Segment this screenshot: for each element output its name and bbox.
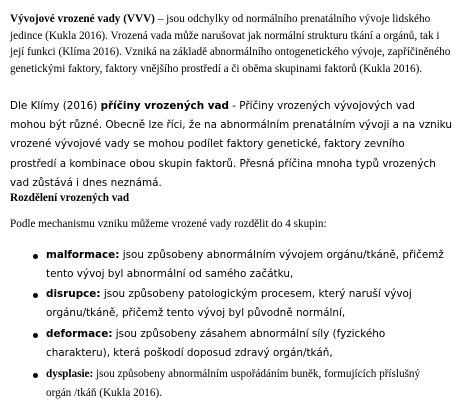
- list-item-term: dysplasie:: [46, 368, 94, 380]
- bullet-icon: [33, 293, 38, 298]
- list-item-text: jsou způsobeny abnormálním uspořádáním buněk, formujících příslušný orgán /tkáň (Kukla 2016).: [46, 368, 421, 400]
- list-item: [46, 365, 444, 404]
- list-item-text: jsou způsobeny abnormálním vývojem orgánu/tkáně, přičemž tento vývoj byl abnormální od samého začátku,: [46, 249, 444, 281]
- term-vvv: Vývojové vrozené vady (VVV): [10, 13, 155, 25]
- list-item-term: deformace:: [46, 328, 113, 340]
- causes-text: - Příčiny vrozených vývojových vad mohou být různé. Obecně lze říci, že na abnormálním prenatálním vývoji a na vzniku vrozené vývojové vady se mohou podílet faktory genetické, faktory zevního prostředí a kombinace obou skupin faktorů. Přesná příčina mnoha typů vrozených vad zůstává i dnes neznámá.: [10, 100, 452, 189]
- term-causes: příčiny vrozených vad: [100, 100, 229, 112]
- list-item: [46, 246, 444, 285]
- paragraph-vvv-definition: [10, 11, 454, 77]
- list-item-term: malformace:: [46, 249, 120, 261]
- list-item-text: jsou způsobeny patologickým procesem, který naruší vývoj orgánu/tkáně, přičemž tento vývoj byl původně normální,: [46, 288, 412, 320]
- list-item-text: jsou způsobeny zásahem abnormální síly (fyzického charakteru), která poškodí doposud zdravý orgán/tkáň,: [46, 328, 386, 360]
- paragraph-causes: [10, 97, 454, 193]
- section-heading: Rozdělení vrozených vad: [10, 192, 130, 204]
- causes-lead: Dle Klímy (2016): [10, 100, 101, 112]
- bullet-icon: [33, 254, 38, 259]
- bullet-icon: [33, 373, 38, 378]
- list-item-term: disrupce:: [46, 288, 101, 300]
- list-item: [46, 325, 444, 364]
- bullet-icon: [33, 333, 38, 338]
- paragraph-vvv-text: – jsou odchylky od normálního prenatálního vývoje lidského jedince (Kukla 2016). Vrozená vada může narušovat jak normální strukturu tkání a orgánů, tak i její funkci (Klíma 2016). Vzniká na základě abnormálního ontogenetického vývoje, zapříčiněného genetickými faktory, faktory vnějšího prostředí a či oběma skupinami faktorů (Kukla 2016).: [10, 13, 451, 75]
- list-item: [46, 285, 444, 324]
- paragraph-classification-intro: Podle mechanismu vzniku můžeme vrozené vady rozdělit do 4 skupin:: [10, 218, 327, 230]
